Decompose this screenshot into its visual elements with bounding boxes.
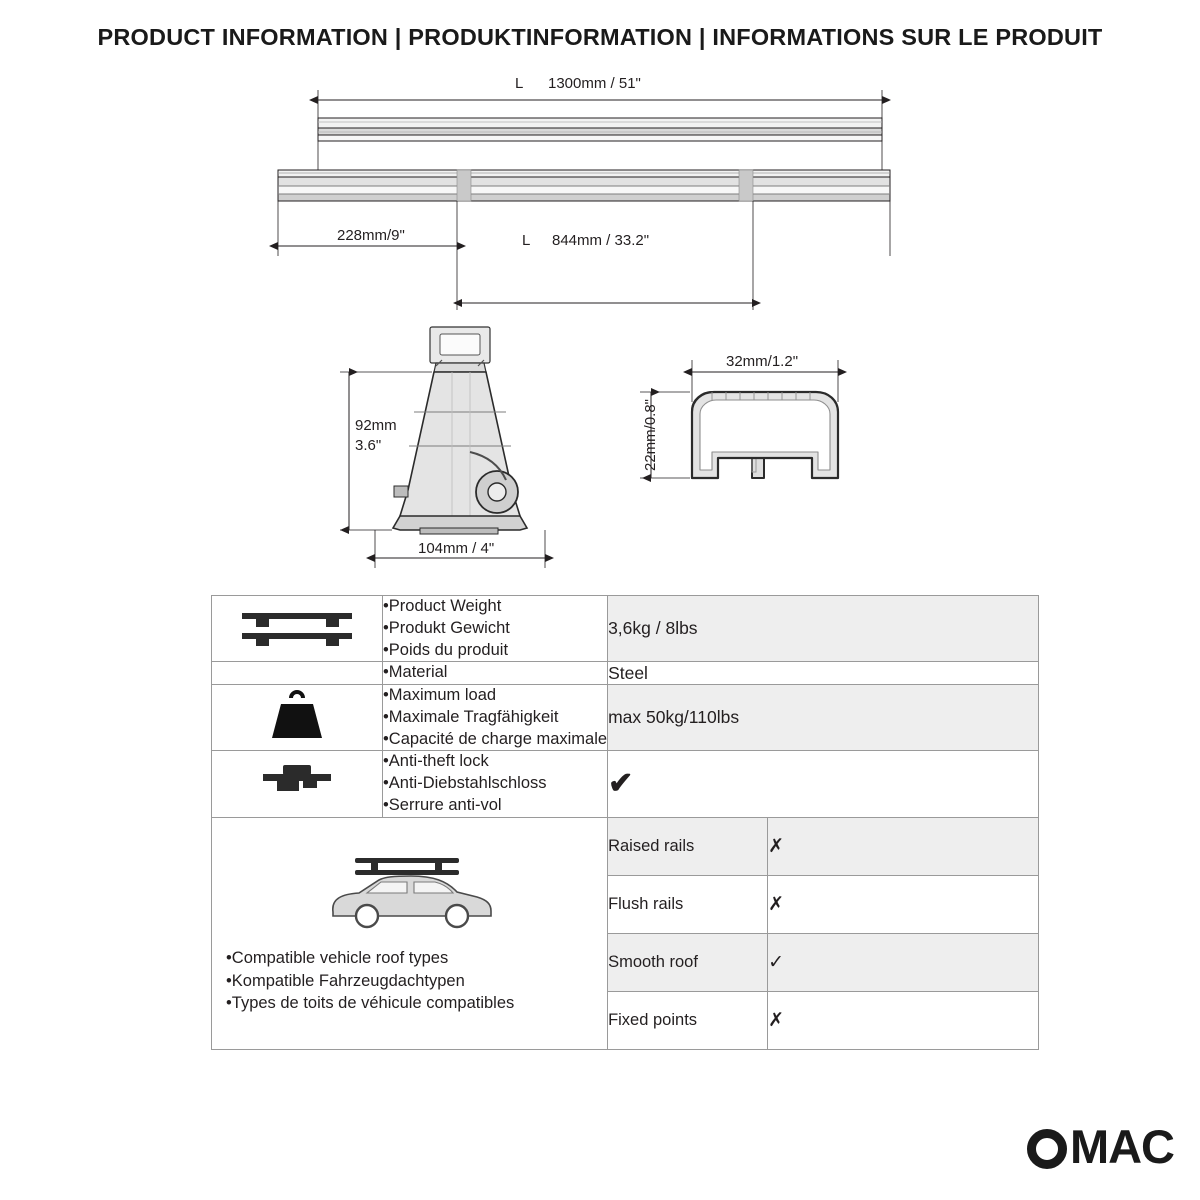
label-en: •Anti-theft lock bbox=[383, 752, 489, 771]
roof-type-name: Raised rails bbox=[608, 818, 768, 876]
page-title: PRODUCT INFORMATION | PRODUKTINFORMATION | INFORMATIONS SUR LE PRODUIT bbox=[97, 24, 1103, 50]
roof-type-name: Flush rails bbox=[608, 875, 768, 933]
profile-width-value: 32mm/1.2" bbox=[726, 353, 799, 370]
label-en: •Material bbox=[383, 663, 448, 682]
label-fr: •Types de toits de véhicule compatibles bbox=[226, 993, 515, 1012]
material-value: Steel bbox=[608, 662, 1039, 685]
max-load-labels bbox=[383, 685, 608, 751]
roof-type-row bbox=[608, 875, 1038, 933]
material-icon-cell bbox=[212, 662, 383, 685]
anti-theft-labels bbox=[383, 751, 608, 817]
lock-icon-cell bbox=[212, 751, 383, 817]
roof-type-mark: ✗ bbox=[768, 991, 1038, 1049]
lock-icon bbox=[259, 790, 335, 808]
product-weight-value: 3,6kg / 8lbs bbox=[608, 596, 1039, 662]
weight-icon-cell bbox=[212, 685, 383, 751]
label-en: •Compatible vehicle roof types bbox=[226, 949, 449, 968]
label-en: •Product Weight bbox=[383, 597, 502, 615]
product-weight-labels bbox=[383, 596, 608, 662]
table-row bbox=[212, 596, 1039, 662]
logo-o-icon bbox=[1027, 1129, 1067, 1169]
spec-table bbox=[211, 595, 1039, 1050]
label-de: •Maximale Tragfähigkeit bbox=[383, 707, 559, 726]
table-row bbox=[212, 662, 1039, 685]
label-fr: •Capacité de charge maximale bbox=[383, 729, 608, 748]
table-row bbox=[212, 751, 1039, 817]
roof-type-row bbox=[608, 818, 1038, 876]
car-with-rack-icon bbox=[212, 840, 607, 937]
crossbars-icon bbox=[238, 634, 356, 652]
label-de: •Kompatible Fahrzeugdachtypen bbox=[226, 971, 465, 990]
second-bar-span-prefix: L bbox=[522, 232, 531, 249]
roof-types-labels-cell bbox=[212, 817, 608, 1049]
roof-type-mark: ✓ bbox=[768, 933, 1038, 991]
second-bar-offset-value: 228mm/9" bbox=[337, 227, 405, 244]
label-en: •Maximum load bbox=[383, 686, 497, 705]
profile-height-value: 22mm/0.8" bbox=[642, 398, 659, 472]
page-header bbox=[0, 24, 1200, 51]
top-bar-length-value: 1300mm / 51" bbox=[548, 75, 641, 92]
top-bar-length-prefix: L bbox=[515, 75, 524, 92]
table-row bbox=[212, 685, 1039, 751]
roof-types-text bbox=[212, 937, 607, 1025]
roof-types-table-cell bbox=[608, 817, 1039, 1049]
crossbars-icon-cell bbox=[212, 596, 383, 662]
roof-type-row bbox=[608, 933, 1038, 991]
roof-type-mark: ✗ bbox=[768, 818, 1038, 876]
foot-height-line1: 92mm bbox=[355, 417, 397, 434]
max-load-value: max 50kg/110lbs bbox=[608, 685, 1039, 751]
label-fr: •Poids du produit bbox=[383, 640, 509, 659]
roof-type-name: Fixed points bbox=[608, 991, 768, 1049]
anti-theft-value: ✔ bbox=[608, 751, 1039, 817]
material-labels bbox=[383, 662, 608, 685]
table-row bbox=[212, 817, 1039, 1049]
foot-height-line2: 3.6" bbox=[355, 437, 382, 454]
second-bar-span-value: 844mm / 33.2" bbox=[552, 232, 650, 249]
label-fr: •Serrure anti-vol bbox=[383, 795, 502, 814]
weight-icon bbox=[265, 728, 329, 746]
roof-type-mark: ✗ bbox=[768, 875, 1038, 933]
label-de: •Anti-Diebstahlschloss bbox=[383, 774, 547, 793]
omac-logo bbox=[1027, 1119, 1174, 1174]
roof-type-row bbox=[608, 991, 1038, 1049]
foot-width-value: 104mm / 4" bbox=[418, 540, 495, 557]
product-drawings bbox=[0, 60, 1200, 590]
label-de: •Produkt Gewicht bbox=[383, 618, 510, 637]
roof-type-name: Smooth roof bbox=[608, 933, 768, 991]
logo-text: MAC bbox=[1069, 1120, 1174, 1173]
roof-types-table bbox=[608, 818, 1038, 1049]
